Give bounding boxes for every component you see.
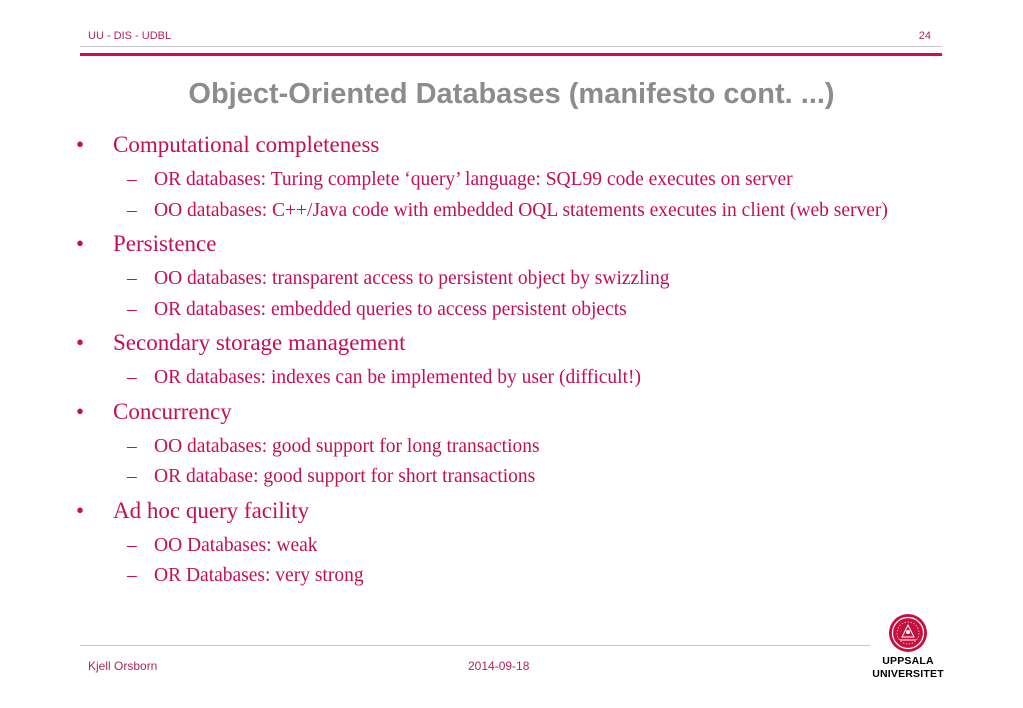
- dash-marker: –: [127, 565, 137, 586]
- course-label: UU - DIS - UDBL: [88, 30, 172, 42]
- bullet-text: Ad hoc query facility: [113, 497, 310, 523]
- university-logo: [868, 613, 948, 685]
- bullet-marker: •: [76, 398, 85, 424]
- dash-marker: –: [127, 169, 137, 190]
- page-number: 24: [918, 30, 931, 42]
- sub-list: [0, 267, 1023, 322]
- sub-list: [0, 435, 1023, 490]
- sub-item: [0, 435, 1023, 460]
- sub-item: [0, 465, 1023, 490]
- header-divider-accent: [80, 53, 942, 56]
- sub-text: OO databases: transparent access to persistent object by swizzling: [154, 268, 670, 289]
- dash-marker: –: [127, 268, 137, 289]
- sub-text: OR database: good support for short transactions: [154, 466, 536, 487]
- bullet-item: [0, 227, 1023, 322]
- slide-title: Object-Oriented Databases (manifesto cont. ...): [188, 78, 835, 110]
- sub-text: OO databases: good support for long transactions: [154, 435, 540, 457]
- sub-item: [0, 168, 1023, 193]
- dash-marker: –: [127, 534, 137, 556]
- sub-item: [0, 298, 1023, 323]
- bullet-marker: •: [76, 497, 85, 523]
- dash-marker: –: [127, 367, 137, 388]
- author-name: Kjell Orsborn: [88, 659, 158, 673]
- logo-text-universitet: UNIVERSITET: [872, 668, 944, 680]
- dash-marker: –: [127, 298, 137, 320]
- footer-divider: [80, 645, 870, 646]
- sub-item: [0, 564, 1023, 589]
- sub-text: OR databases: indexes can be implemented by user (difficult!): [154, 367, 641, 388]
- sub-text: OR Databases: very strong: [154, 565, 364, 586]
- sub-text: OR databases: Turing complete ‘query’ language: SQL99 code executes on server: [154, 169, 793, 190]
- bullet-item: [0, 494, 1023, 589]
- sub-item: [0, 366, 1023, 391]
- bullet-marker: •: [76, 231, 85, 256]
- logo-text-uppsala: UPPSALA: [882, 655, 934, 667]
- dash-marker: –: [127, 199, 137, 221]
- bullet-item: [0, 395, 1023, 490]
- sub-list: [0, 534, 1023, 589]
- sub-text: OR databases: embedded queries to access persistent objects: [154, 298, 627, 320]
- bullet-item: [0, 326, 1023, 391]
- sub-item: [0, 534, 1023, 559]
- bullet-marker: •: [76, 132, 85, 157]
- dash-marker: –: [127, 466, 137, 487]
- header-divider-thin: [80, 46, 942, 47]
- bullet-list: [0, 128, 1023, 589]
- bullet-item: [0, 128, 1023, 223]
- bullet-text: Computational completeness: [113, 132, 380, 157]
- sub-item: [0, 199, 1023, 224]
- sub-text: OO databases: C++/Java code with embedded OQL statements executes in client (web server): [154, 199, 888, 221]
- bullet-text: Secondary storage management: [113, 330, 406, 355]
- sub-item: [0, 267, 1023, 292]
- sub-list: [0, 168, 1023, 223]
- sub-list: [0, 366, 1023, 391]
- university-seal-icon: [888, 613, 928, 653]
- bullet-text: Persistence: [113, 231, 217, 256]
- sub-text: OO Databases: weak: [154, 534, 318, 556]
- bullet-marker: •: [76, 330, 85, 355]
- dash-marker: –: [127, 435, 137, 457]
- presentation-date: 2014-09-18: [468, 659, 530, 673]
- bullet-text: Concurrency: [113, 398, 232, 424]
